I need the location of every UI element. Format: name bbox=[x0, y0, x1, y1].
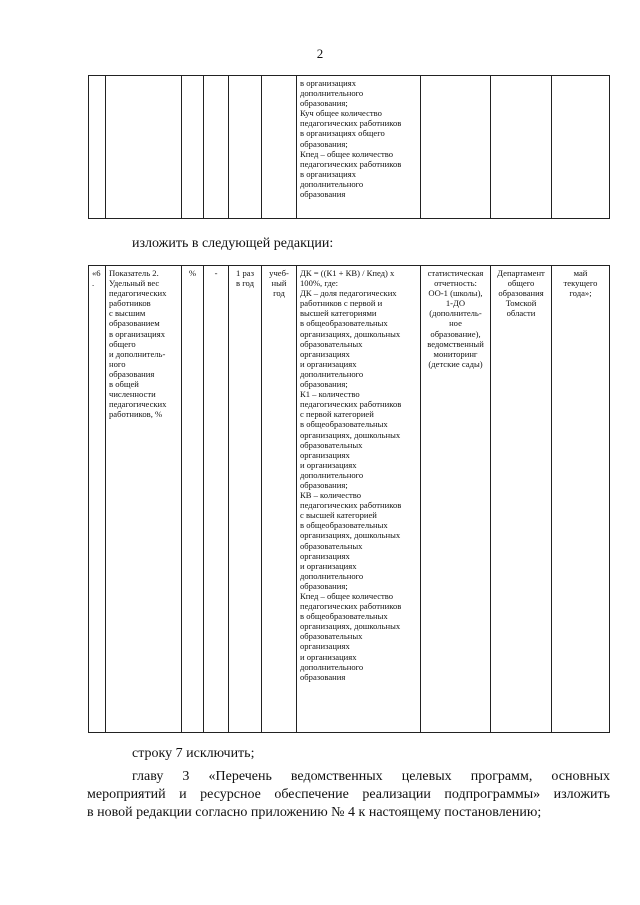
formula-cell: ДК = ((К1 + КВ) / Кпед) х 100%, где: ДК – доля педагогических работников с первой и высшей категориями в общеобразовательных организациях, дошкольных образовательных организациях и организациях дополнительного образования; К1 – количество педагогических работников с первой категорией в общеобразовательных организациях, дошкольных образовательных организациях и организациях дополнительного образования; КВ – количество педагогических работников с высшей категорией в общеобразовательных организациях, дошкольных образовательных организациях и организациях дополнительного образования; Кпед – общее количество педагогических работников в общеобразовательных организациях, дошкольных образовательных организациях и организациях дополнительного образования bbox=[297, 266, 421, 733]
period-cell: учеб- ный год bbox=[262, 266, 297, 733]
table-cell bbox=[262, 76, 297, 219]
table-cell bbox=[106, 76, 182, 219]
dash-cell: - bbox=[204, 266, 229, 733]
indicator-cell: Показатель 2. Удельный вес педагогических работников с высшим образованием в организациях общего и дополнитель- ного образования в общей численности педагогических работников, % bbox=[106, 266, 182, 733]
frequency-cell: 1 раз в год bbox=[229, 266, 262, 733]
source-cell: статистическая отчетность: ОО-1 (школы), 1-ДО (дополнитель- ное образование), ведомственный мониторинг (детские сады) bbox=[421, 266, 491, 733]
unit-cell: % bbox=[182, 266, 204, 733]
table-cell bbox=[204, 76, 229, 219]
chapter-instruction bbox=[87, 768, 610, 822]
replacement-table bbox=[88, 265, 610, 733]
chapter-line-2: мероприятий и ресурсное обеспечение реализации подпрограммы» изложить bbox=[87, 787, 610, 802]
continued-table bbox=[88, 75, 610, 219]
page-number: 2 bbox=[316, 46, 324, 61]
table-cell bbox=[491, 76, 552, 219]
table-cell bbox=[89, 76, 106, 219]
description-cell: в организациях дополнительного образования; Куч общее количество педагогических работников в организациях общего образования; Кпед – общее количество педагогических работников в организациях дополнительного образования bbox=[297, 76, 421, 219]
table-cell bbox=[229, 76, 262, 219]
line7-instruction: строку 7 исключить; bbox=[132, 746, 255, 761]
edit-instruction: изложить в следующей редакции: bbox=[132, 236, 334, 251]
table-cell bbox=[421, 76, 491, 219]
responsible-cell: Департамент общего образования Томской области bbox=[491, 266, 552, 733]
table-cell bbox=[182, 76, 204, 219]
deadline-cell: май текущего года»; bbox=[552, 266, 610, 733]
table-cell bbox=[552, 76, 610, 219]
chapter-line-3: в новой редакции согласно приложению № 4 к настоящему постановлению; bbox=[87, 805, 542, 820]
row-number-cell: «6. bbox=[89, 266, 106, 733]
chapter-line-1: главу 3 «Перечень ведомственных целевых программ, основных bbox=[132, 769, 610, 784]
